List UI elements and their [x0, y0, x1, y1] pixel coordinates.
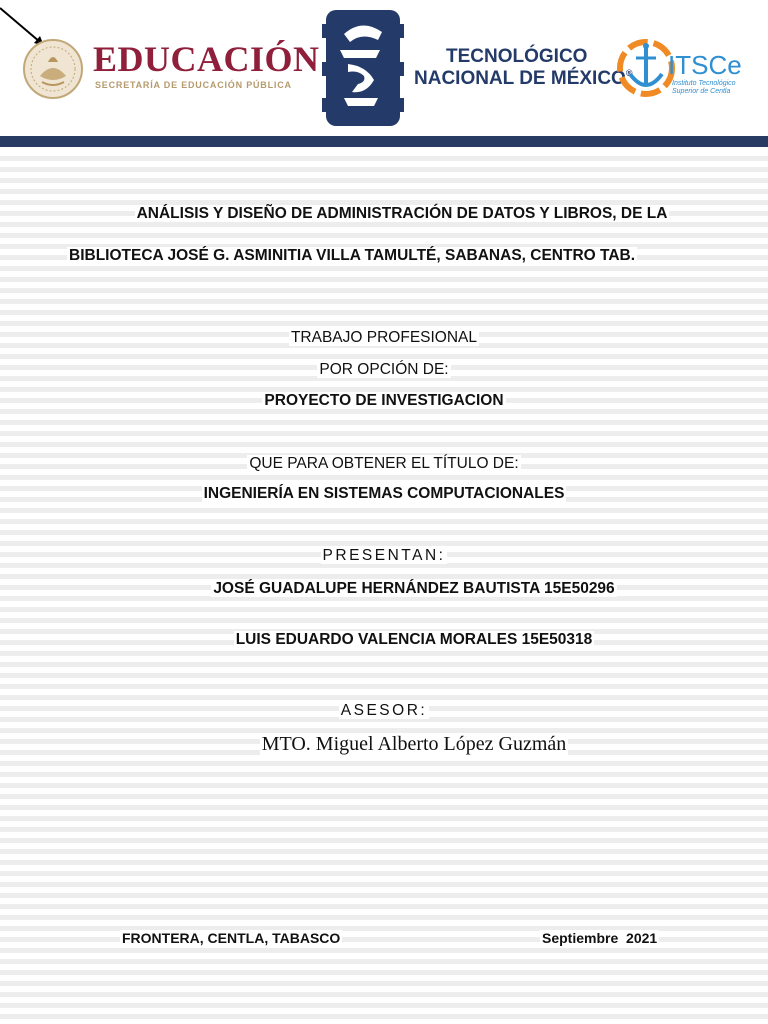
tecnm-logo-line1: TECNOLÓGICO [446, 46, 588, 67]
advisor-name: MTO. Miguel Alberto López Guzmán [261, 733, 567, 755]
option-label: POR OPCIÓN DE: [319, 361, 449, 378]
educacion-logo-text: EDUCACIÓN [93, 39, 320, 79]
itsce-logo-subtitle-1: Instituto Tecnológico [672, 80, 736, 87]
presenter-1: JOSÉ GUADALUPE HERNÁNDEZ BAUTISTA 15E50296 [213, 580, 615, 597]
tecnm-logo-line2: NACIONAL DE MÉXICO® [414, 68, 633, 89]
place-text: FRONTERA, CENTLA, TABASCO [122, 930, 341, 946]
document-title-line2: BIBLIOTECA JOSÉ G. ASMINITIA VILLA TAMULTÉ, SABANAS, CENTRO TAB. [69, 247, 636, 264]
degree-label: QUE PARA OBTENER EL TÍTULO DE: [249, 455, 519, 472]
itsce-logo-subtitle-2: Superior de Centla [672, 88, 731, 95]
degree-value: INGENIERÍA EN SISTEMAS COMPUTACIONALES [203, 485, 565, 502]
presenters-label: PRESENTAN: [322, 547, 446, 564]
tecnm-gear-logo-icon [322, 6, 404, 130]
educacion-logo-subtitle: SECRETARÍA DE EDUCACIÓN PÚBLICA [95, 80, 292, 90]
work-type: TRABAJO PROFESIONAL [290, 329, 478, 346]
presenter-2: LUIS EDUARDO VALENCIA MORALES 15E50318 [235, 631, 593, 648]
itsce-anchor-logo-icon [616, 38, 676, 98]
itsce-logo-text: ITSCe [668, 50, 742, 80]
registered-mark: ® [625, 68, 633, 78]
document-title-line1: ANÁLISIS Y DISEÑO DE ADMINISTRACIÓN DE DATOS Y LIBROS, DE LA [136, 205, 668, 222]
advisor-label: ASESOR: [340, 702, 428, 719]
option-value: PROYECTO DE INVESTIGACION [264, 392, 504, 409]
mexico-seal-icon [22, 38, 84, 100]
date-text: Septiembre 2021 [542, 930, 658, 946]
